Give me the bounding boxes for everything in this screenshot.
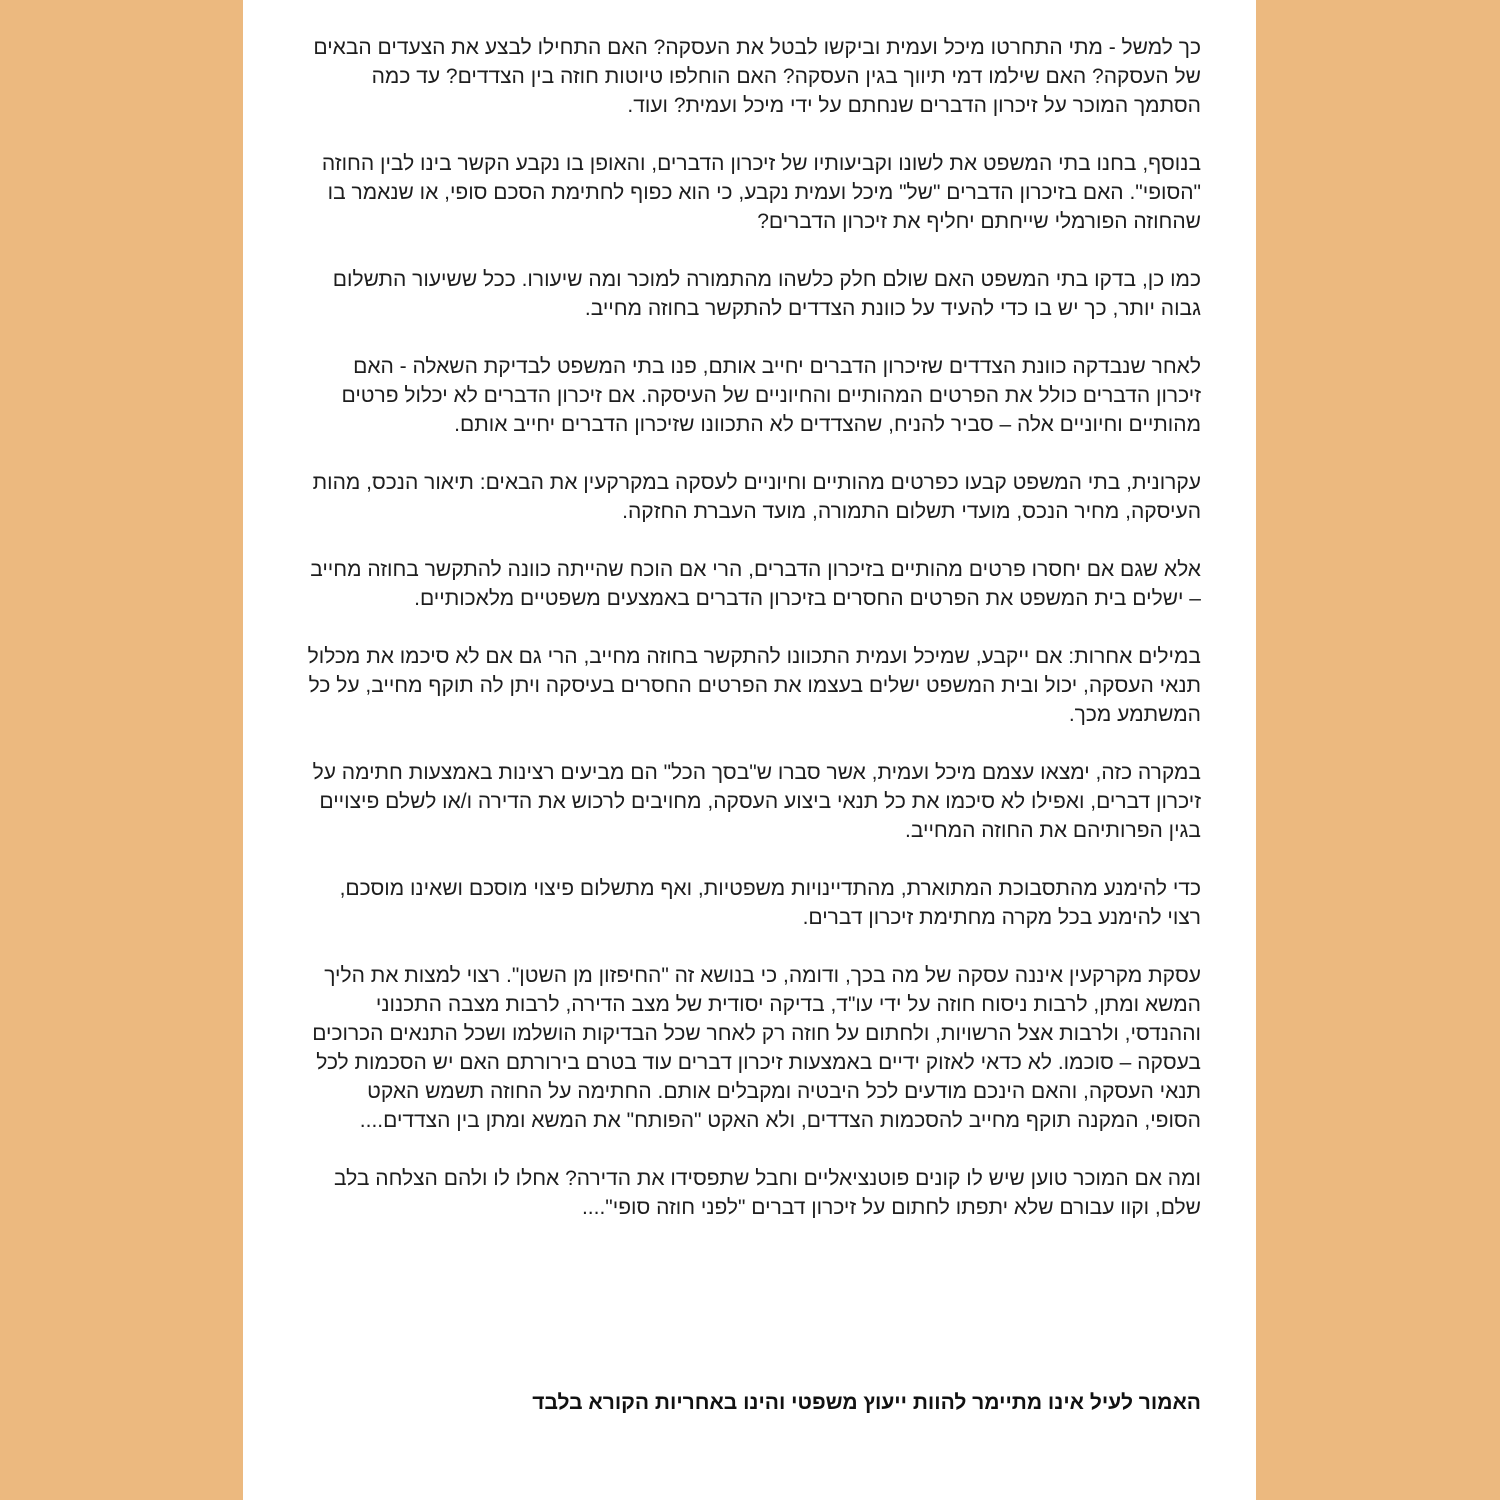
disclaimer: האמור לעיל אינו מתיימר להוות ייעוץ משפטי והינו באחריות הקורא בלבד xyxy=(532,1391,1201,1414)
document-page xyxy=(243,0,1256,1500)
paragraph-6: אלא שגם אם יחסרו פרטים מהותיים בזיכרון הדברים, הרי אם הוכח שהייתה כוונה להתקשר בחוזה מחייב – ישלים בית המשפט את הפרטים החסרים בזיכרון הדברים באמצעים משפטיים מלאכותיים. xyxy=(310,558,1201,610)
paragraph-5: עקרונית, בתי המשפט קבעו כפרטים מהותיים וחיוניים לעסקה במקרקעין את הבאים: תיאור הנכס, מהות העיסקה, מחיר הנכס, מועדי תשלום התמורה, מועד העברת החזקה. xyxy=(312,471,1201,523)
paragraph-8: במקרה כזה, ימצאו עצמם מיכל ועמית, אשר סברו ש"בסך הכל" הם מביעים רצינות באמצעות חתימה על זיכרון דברים, ואפילו לא סיכמו את כל תנאי ביצוע העסקה, מחויבים לרכוש את הדירה ו/או לשלם פיצויים בגין הפרותיהם את החוזה המחייב. xyxy=(312,761,1201,842)
paragraph-7: במילים אחרות: אם ייקבע, שמיכל ועמית התכוונו להתקשר בחוזה מחייב, הרי גם אם לא סיכמו את מכלול תנאי העסקה, יכול ובית המשפט ישלים בעצמו את הפרטים החסרים בעיסקה ויתן לה תוקף מחייב, על כל המשתמע מכך. xyxy=(307,645,1201,726)
paragraph-4: לאחר שנבדקה כוונת הצדדים שזיכרון הדברים יחייב אותם, פנו בתי המשפט לבדיקת השאלה - האם זיכרון הדברים כולל את הפרטים המהותיים והחיוניים של העיסקה. אם זיכרון הדברים לא יכלול פרטים מהותיים וחיוניים אלה – סביר להניח, שהצדדים לא התכוונו שזיכרון הדברים יחייב אותם. xyxy=(341,355,1201,436)
paragraph-2: בנוסף, בחנו בתי המשפט את לשונו וקביעותיו של זיכרון הדברים, והאופן בו נקבע הקשר בינו לבין החוזה "הסופי". האם בזיכרון הדברים "של" מיכל ועמית נקבע, כי הוא כפוף לחתימת הסכם סופי, או שנאמר בו שהחוזה הפורמלי שייחתם יחליף את זיכרון הדברים? xyxy=(321,152,1201,233)
paragraph-1: כך למשל - מתי התחרטו מיכל ועמית וביקשו לבטל את העסקה? האם התחילו לבצע את הצעדים הבאים של העסקה? האם שילמו דמי תיווך בגין העסקה? האם הוחלפו טיוטות חוזה בין הצדדים? עד כמה הסתמך המוכר על זיכרון הדברים שנחתם על ידי מיכל ועמית? ועוד. xyxy=(313,36,1201,117)
paragraph-11: ומה אם המוכר טוען שיש לו קונים פוטנציאליים וחבל שתפסידו את הדירה? אחלו לו ולהם הצלחה בלב שלם, וקוו עבורם שלא יתפתו לחתום על זיכרון דברים "לפני חוזה סופי".... xyxy=(334,1167,1201,1219)
document-body xyxy=(305,33,1201,1251)
paragraph-10: עסקת מקרקעין איננה עסקה של מה בכך, ודומה, כי בנושא זה "החיפזון מן השטן". רצוי למצות את הליך המשא ומתן, לרבות ניסוח חוזה על ידי עו"ד, בדיקה יסודית של מצב הדירה, לרבות מצבה התכנוני וההנדסי, ולרבות אצל הרשויות, ולחתום על חוזה רק לאחר שכל הבדיקות הושלמו ושכל התנאים הכרוכים בעסקה – סוכמו. לא כדאי לאזוק ידיים באמצעות זיכרון דברים עוד בטרם בירורתם האם יש הסכמות לכל תנאי העסקה, והאם הינכם מודעים לכל היבטיה ומקבלים אותם. החתימה על החוזה תשמש האקט הסופי, המקנה תוקף מחייב להסכמות הצדדים, ולא האקט "הפותח" את המשא ומתן בין הצדדים.... xyxy=(312,964,1201,1132)
paragraph-3: כמו כן, בדקו בתי המשפט האם שולם חלק כלשהו מהתמורה למוכר ומה שיעורו. ככל ששיעור התשלום גבוה יותר, כך יש בו כדי להעיד על כוונת הצדדים להתקשר בחוזה מחייב. xyxy=(332,268,1201,320)
paragraph-9: כדי להימנע מהתסבוכת המתוארת, מהתדיינויות משפטיות, ואף מתשלום פיצוי מוסכם ושאינו מוסכם, רצוי להימנע בכל מקרה מחתימת זיכרון דברים. xyxy=(339,877,1201,929)
